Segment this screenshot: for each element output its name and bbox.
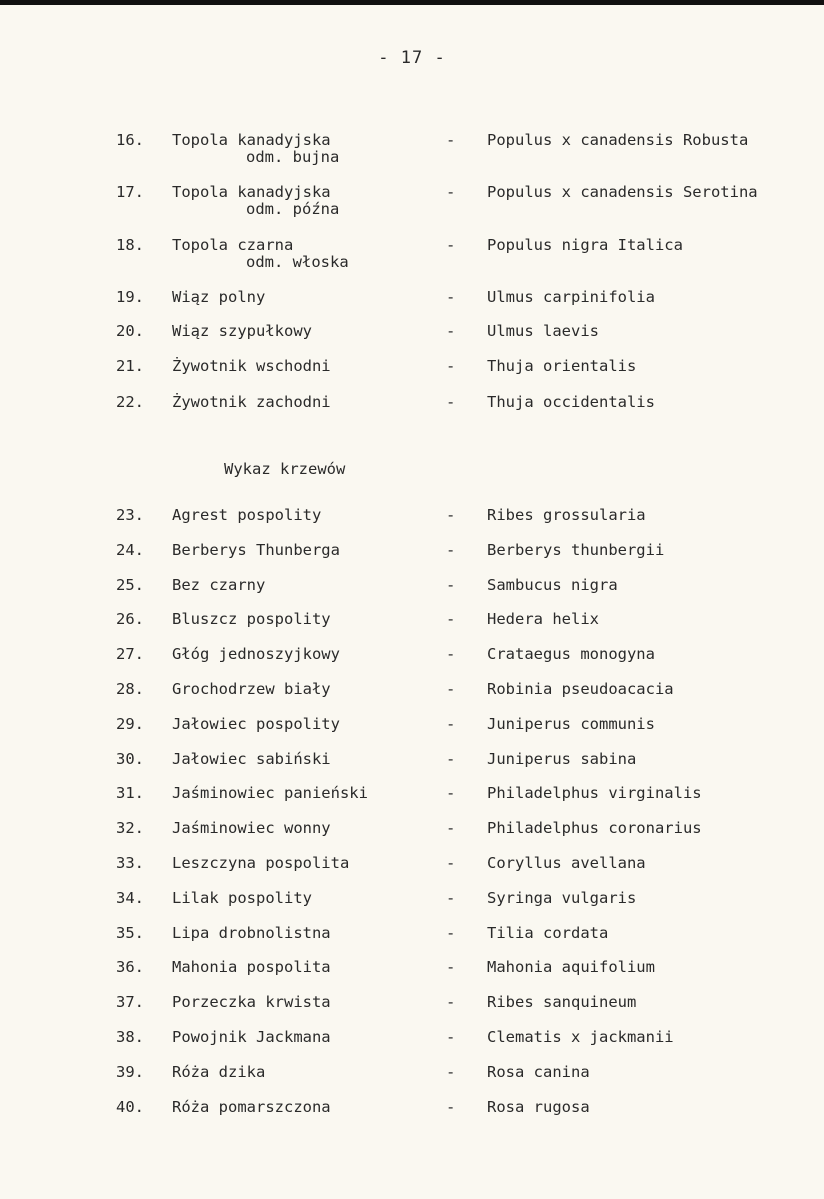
latin-name: Rosa canina [487,1063,590,1081]
polish-variety: odm. bujna [246,148,340,166]
latin-name: Clematis x jackmanii [487,1028,674,1046]
separator-dash: - [446,645,456,663]
separator-dash: - [446,576,456,594]
polish-name: Głóg jednoszyjkowy [172,645,340,663]
polish-name: Jaśminowiec panieński [172,784,368,802]
latin-name: Coryllus avellana [487,854,646,872]
separator-dash: - [446,784,456,802]
separator-dash: - [446,1063,456,1081]
polish-name: Jałowiec pospolity [172,715,340,733]
list-item [0,1028,824,1068]
polish-variety: odm. włoska [246,253,349,271]
polish-name: Jałowiec sabiński [172,750,331,768]
entry-number: 20. [116,322,144,340]
separator-dash: - [446,506,456,524]
polish-name: Bez czarny [172,576,266,594]
latin-name: Mahonia aquifolium [487,958,655,976]
separator-dash: - [446,236,456,254]
latin-name: Populus nigra Italica [487,236,683,254]
separator-dash: - [446,1098,456,1116]
entry-number: 16. [116,131,144,149]
latin-name: Ulmus carpinifolia [487,288,655,306]
polish-name: Agrest pospolity [172,506,322,524]
separator-dash: - [446,610,456,628]
separator-dash: - [446,131,456,149]
list-item [0,854,824,894]
entry-number: 17. [116,183,144,201]
latin-name: Philadelphus coronarius [487,819,702,837]
list-item [0,357,824,397]
entry-number: 36. [116,958,144,976]
list-item [0,541,824,581]
latin-name: Thuja orientalis [487,357,637,375]
entry-number: 24. [116,541,144,559]
entry-number: 40. [116,1098,144,1116]
list-item [0,680,824,720]
polish-name: Powojnik Jackmana [172,1028,331,1046]
latin-name: Ulmus laevis [487,322,599,340]
entry-number: 28. [116,680,144,698]
latin-name: Crataegus monogyna [487,645,655,663]
entry-number: 18. [116,236,144,254]
latin-name: Juniperus communis [487,715,655,733]
latin-name: Juniperus sabina [487,750,637,768]
entry-number: 37. [116,993,144,1011]
latin-name: Robinia pseudoacacia [487,680,674,698]
latin-name: Thuja occidentalis [487,393,655,411]
latin-name: Populus x canadensis Robusta [487,131,749,149]
polish-name: Topola kanadyjska [172,131,331,149]
polish-name: Mahonia pospolita [172,958,331,976]
polish-name: Wiąz polny [172,288,266,306]
separator-dash: - [446,1028,456,1046]
list-item [0,819,824,859]
separator-dash: - [446,541,456,559]
entry-number: 23. [116,506,144,524]
polish-name: Berberys Thunberga [172,541,340,559]
latin-name: Hedera helix [487,610,599,628]
entry-number: 32. [116,819,144,837]
latin-name: Rosa rugosa [487,1098,590,1116]
polish-name: Jaśminowiec wonny [172,819,331,837]
list-item [0,993,824,1033]
list-item [0,610,824,650]
list-item [0,506,824,546]
list-item [0,183,824,223]
shrubs-heading: Wykaz krzewów [224,460,346,478]
latin-name: Ribes sanquineum [487,993,637,1011]
polish-name: Grochodrzew biały [172,680,331,698]
polish-name: Żywotnik wschodni [172,357,331,375]
separator-dash: - [446,958,456,976]
entry-number: 35. [116,924,144,942]
list-item [0,1098,824,1138]
entry-number: 33. [116,854,144,872]
entry-number: 26. [116,610,144,628]
separator-dash: - [446,393,456,411]
separator-dash: - [446,924,456,942]
entry-number: 22. [116,393,144,411]
list-item [0,715,824,755]
list-item [0,322,824,362]
polish-name: Porzeczka krwista [172,993,331,1011]
latin-name: Populus x canadensis Serotina [487,183,758,201]
polish-name: Bluszcz pospolity [172,610,331,628]
polish-name: Leszczyna pospolita [172,854,350,872]
separator-dash: - [446,750,456,768]
polish-name: Lilak pospolity [172,889,312,907]
separator-dash: - [446,854,456,872]
separator-dash: - [446,357,456,375]
polish-name: Róża dzika [172,1063,266,1081]
page-number: - 17 - [378,48,446,68]
entry-number: 39. [116,1063,144,1081]
entry-number: 34. [116,889,144,907]
scan-top-edge [0,0,824,5]
latin-name: Philadelphus virginalis [487,784,702,802]
list-item [0,1063,824,1103]
entry-number: 25. [116,576,144,594]
entry-number: 21. [116,357,144,375]
polish-name: Żywotnik zachodni [172,393,331,411]
entry-number: 38. [116,1028,144,1046]
latin-name: Ribes grossularia [487,506,646,524]
polish-name: Wiąz szypułkowy [172,322,312,340]
list-item [0,958,824,998]
separator-dash: - [446,183,456,201]
polish-name: Topola kanadyjska [172,183,331,201]
latin-name: Tilia cordata [487,924,609,942]
list-item [0,236,824,276]
separator-dash: - [446,680,456,698]
list-item [0,645,824,685]
latin-name: Berberys thunbergii [487,541,665,559]
list-item [0,784,824,824]
entry-number: 27. [116,645,144,663]
entry-number: 30. [116,750,144,768]
polish-name: Topola czarna [172,236,294,254]
list-item [0,889,824,929]
polish-name: Róża pomarszczona [172,1098,331,1116]
separator-dash: - [446,819,456,837]
separator-dash: - [446,322,456,340]
entry-number: 31. [116,784,144,802]
list-item [0,393,824,433]
separator-dash: - [446,993,456,1011]
entry-number: 29. [116,715,144,733]
latin-name: Syringa vulgaris [487,889,637,907]
separator-dash: - [446,889,456,907]
latin-name: Sambucus nigra [487,576,618,594]
list-item [0,131,824,171]
polish-variety: odm. późna [246,200,340,218]
separator-dash: - [446,288,456,306]
separator-dash: - [446,715,456,733]
polish-name: Lipa drobnolistna [172,924,331,942]
entry-number: 19. [116,288,144,306]
